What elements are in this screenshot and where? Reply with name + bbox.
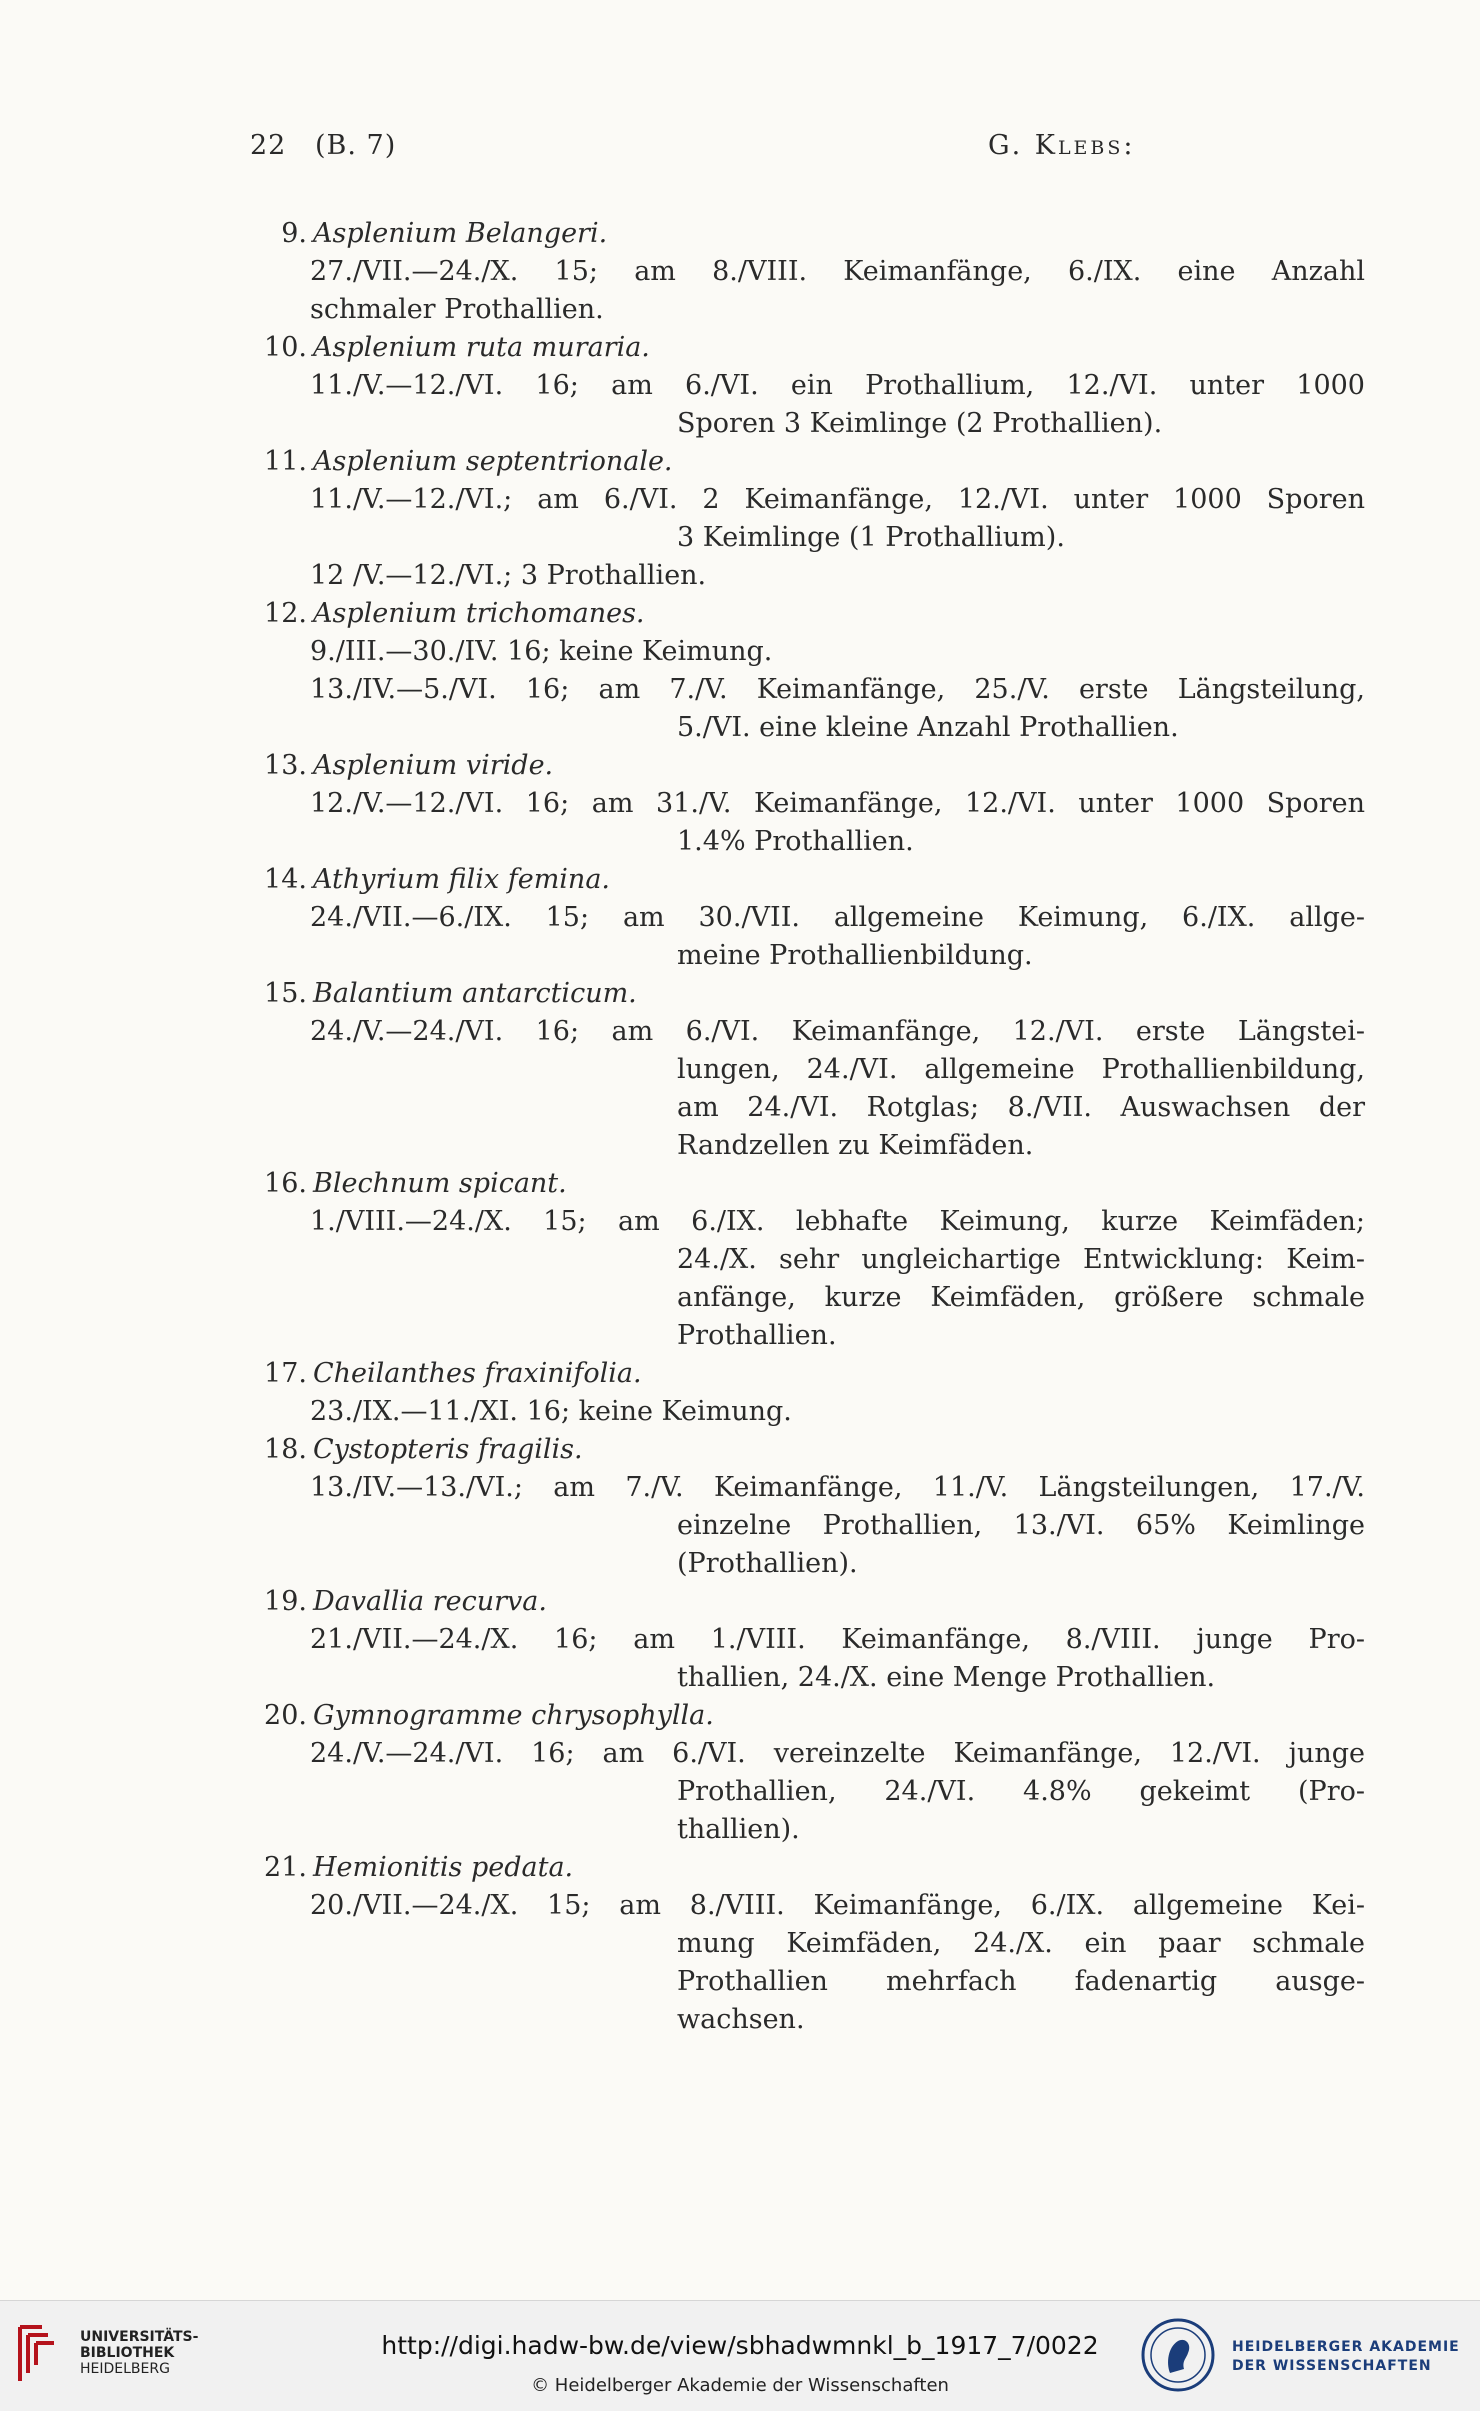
entry-line: 27./VII.—24./X. 15; am 8./VIII. Keimanfänge, 6./IX. eine Anzahl <box>310 256 1365 287</box>
entry-line: 24./VII.—6./IX. 15; am 30./VII. allgemeine Keimung, 6./IX. allge- <box>310 902 1365 933</box>
library-name-line: UNIVERSITÄTS- <box>80 2329 199 2345</box>
entry-line: schmaler Prothallien. <box>310 294 604 325</box>
entry-title: Asplenium ruta muraria. <box>313 332 650 363</box>
entry-line: 24./V.—24./VI. 16; am 6./VI. vereinzelte Keimanfänge, 12./VI. junge <box>310 1738 1365 1769</box>
entry-title: Athyrium filix femina. <box>313 864 610 895</box>
entry-line: (Prothallien). <box>677 1548 858 1579</box>
viewer-footer <box>0 2300 1480 2411</box>
entry-line: thallien, 24./X. eine Menge Prothallien. <box>677 1662 1216 1693</box>
entry-line: 9./III.—30./IV. 16; keine Keimung. <box>310 636 773 667</box>
entry-number: 10. <box>264 332 307 363</box>
academy-name-line: HEIDELBERGER AKADEMIE <box>1232 2339 1460 2355</box>
entry-line: 24./X. sehr ungleichartige Entwicklung: Keim- <box>677 1244 1365 1275</box>
academy-name-line: DER WISSENSCHAFTEN <box>1232 2358 1432 2374</box>
academy-name <box>1232 2338 1460 2376</box>
entry-title: Asplenium septentrionale. <box>313 446 673 477</box>
entry-number: 9. <box>281 218 307 249</box>
entry-line: meine Prothallienbildung. <box>677 940 1033 971</box>
entry-line: Prothallien, 24./VI. 4.8% gekeimt (Pro- <box>677 1776 1365 1807</box>
entry-title: Hemionitis pedata. <box>313 1852 574 1883</box>
entry-title: Cheilanthes fraxinifolia. <box>313 1358 642 1389</box>
permalink-url[interactable]: http://digi.hadw-bw.de/view/sbhadwmnkl_b_1917_7/0022 <box>381 2331 1099 2360</box>
entry-line: mung Keimfäden, 24./X. ein paar schmale <box>677 1928 1365 1959</box>
entry-number: 21. <box>264 1852 307 1883</box>
entry-line: 1./VIII.—24./X. 15; am 6./IX. lebhafte Keimung, kurze Keimfäden; <box>310 1206 1365 1237</box>
entry-line: 1.4% Prothallien. <box>677 826 914 857</box>
entry-line: Prothallien mehrfach fadenartig ausge- <box>677 1966 1365 1997</box>
author-name: G. Klebs: <box>988 130 1136 161</box>
entry-line: 11./V.—12./VI. 16; am 6./VI. ein Prothallium, 12./VI. unter 1000 <box>310 370 1365 401</box>
entry-line: 20./VII.—24./X. 15; am 8./VIII. Keimanfänge, 6./IX. allgemeine Kei- <box>310 1890 1365 1921</box>
copyright-notice: © Heidelberger Akademie der Wissenschaften <box>531 2375 949 2396</box>
entry-title: Asplenium trichomanes. <box>313 598 645 629</box>
running-header <box>250 130 1360 170</box>
library-name-line: HEIDELBERG <box>80 2361 170 2377</box>
entry-title: Davallia recurva. <box>313 1586 547 1617</box>
entry-line: 11./V.—12./VI.; am 6./VI. 2 Keimanfänge, 12./VI. unter 1000 Sporen <box>310 484 1365 515</box>
entry-title: Asplenium viride. <box>313 750 554 781</box>
entry-number: 16. <box>264 1168 307 1199</box>
entry-line: einzelne Prothallien, 13./VI. 65% Keimlinge <box>677 1510 1365 1541</box>
entry-title: Gymnogramme chrysophylla. <box>313 1700 714 1731</box>
academy-seal-icon <box>1140 2317 1216 2393</box>
entry-number: 20. <box>264 1700 307 1731</box>
volume-label: (B. 7) <box>315 130 397 161</box>
entry-line: 23./IX.—11./XI. 16; keine Keimung. <box>310 1396 792 1427</box>
entry-line: 3 Keimlinge (1 Prothallium). <box>677 522 1065 553</box>
entry-line: lungen, 24./VI. allgemeine Prothallienbildung, <box>677 1054 1365 1085</box>
entry-number: 19. <box>264 1586 307 1617</box>
entry-number: 12. <box>264 598 307 629</box>
entry-line: wachsen. <box>677 2004 805 2035</box>
entry-number: 15. <box>264 978 307 1009</box>
entry-line: 21./VII.—24./X. 16; am 1./VIII. Keimanfänge, 8./VIII. junge Pro- <box>310 1624 1365 1655</box>
entry-number: 14. <box>264 864 307 895</box>
entry-number: 18. <box>264 1434 307 1465</box>
entry-line: 24./V.—24./VI. 16; am 6./VI. Keimanfänge, 12./VI. erste Längstei- <box>310 1016 1365 1047</box>
entry-line: 13./IV.—5./VI. 16; am 7./V. Keimanfänge, 25./V. erste Längsteilung, <box>310 674 1365 705</box>
entry-line: Randzellen zu Keimfäden. <box>677 1130 1034 1161</box>
page-number: 22 <box>250 130 287 161</box>
entry-number: 13. <box>264 750 307 781</box>
entry-line: 12./V.—12./VI. 16; am 31./V. Keimanfänge, 12./VI. unter 1000 Sporen <box>310 788 1365 819</box>
entry-line: anfänge, kurze Keimfäden, größere schmale <box>677 1282 1365 1313</box>
entry-title: Blechnum spicant. <box>313 1168 567 1199</box>
entry-line: am 24./VI. Rotglas; 8./VII. Auswachsen der <box>677 1092 1365 1123</box>
entry-line: Prothallien. <box>677 1320 837 1351</box>
entry-line: Sporen 3 Keimlinge (2 Prothallien). <box>677 408 1163 439</box>
entry-line: 5./VI. eine kleine Anzahl Prothallien. <box>677 712 1179 743</box>
entry-title: Cystopteris fragilis. <box>313 1434 583 1465</box>
entry-number: 11. <box>264 446 307 477</box>
entry-title: Asplenium Belangeri. <box>313 218 608 249</box>
entry-title: Balantium antarcticum. <box>313 978 637 1009</box>
library-name-line: BIBLIOTHEK <box>80 2345 175 2361</box>
entry-line: 12 /V.—12./VI.; 3 Prothallien. <box>310 560 707 591</box>
entry-number: 17. <box>264 1358 307 1389</box>
entry-line: thallien). <box>677 1814 800 1845</box>
entry-line: 13./IV.—13./VI.; am 7./V. Keimanfänge, 11./V. Längsteilungen, 17./V. <box>310 1472 1365 1503</box>
